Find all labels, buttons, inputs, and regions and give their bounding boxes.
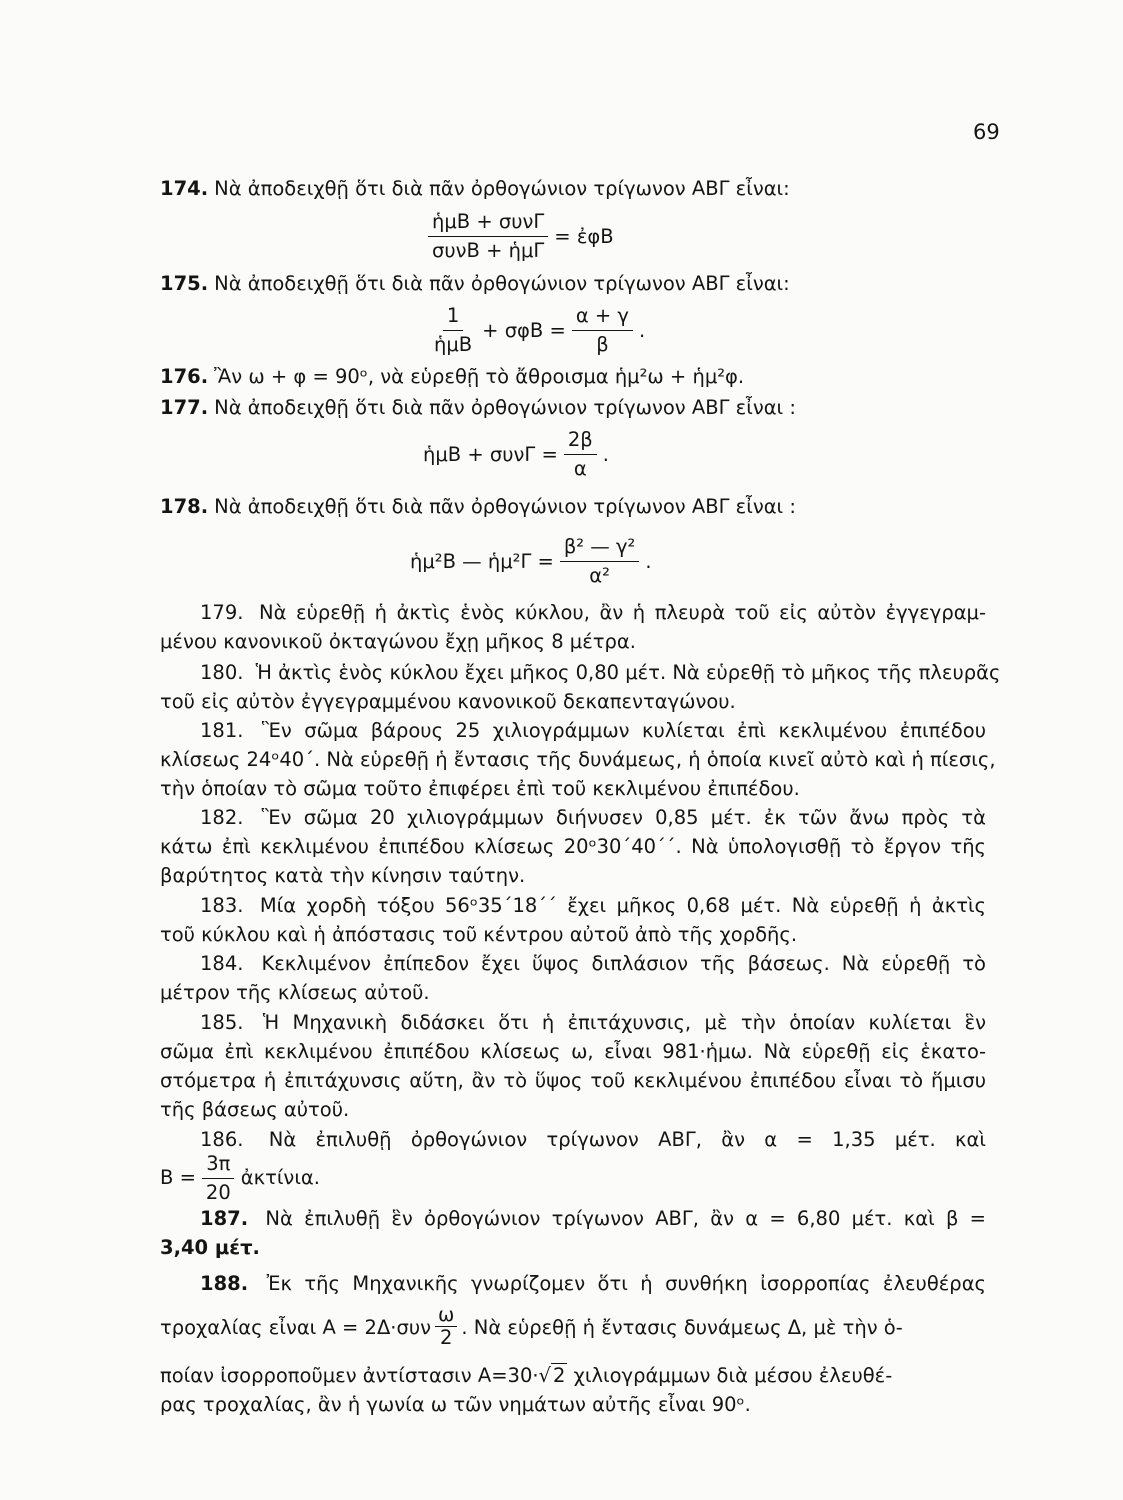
- problem-182-line-2: κάτω ἐπὶ κεκλιμένου ἐπιπέδου κλίσεως 20ᵒ30΄40΄΄. Νὰ ὑπολογισθῇ τὸ ἔργον τῆς: [160, 835, 986, 858]
- problem-188-line-2: [160, 1302, 986, 1354]
- fraction: [435, 1302, 457, 1349]
- equation-178: [410, 535, 652, 588]
- problem-187-line-2: 3,40 μέτ.: [160, 1236, 260, 1259]
- equation-lhs: Β =: [160, 1166, 196, 1189]
- problem-177: [160, 395, 986, 421]
- problem-185-line-3: στόμετρα ἡ ἐπιτάχυνσις αὕτη, ἂν τὸ ὕψος τοῦ κεκλιμένου ἐπιπέδου εἶναι τὸ ἥμισυ: [160, 1069, 986, 1092]
- numerator: β² — γ²: [560, 535, 640, 562]
- problem-185-line-4: τῆς βάσεως αὐτοῦ.: [160, 1098, 350, 1121]
- fraction-2: [572, 304, 633, 357]
- denominator: ἡμΒ: [434, 333, 473, 356]
- problem-text: Νὰ εὑρεθῇ ἡ ἀκτὶς ἑνὸς κύκλου, ἂν ἡ πλευρὰ τοῦ εἰς αὐτὸν ἐγγεγραμ-: [259, 601, 986, 624]
- problem-187-line-1: [160, 1206, 986, 1232]
- equation-end: .: [645, 550, 652, 573]
- problem-number: 183.: [200, 894, 244, 917]
- problem-text: Νὰ ἀποδειχθῇ ὅτι διὰ πᾶν ὀρθογώνιον τρίγωνον ΑΒΓ εἶναι :: [214, 495, 796, 518]
- fraction-1: [430, 304, 476, 357]
- numerator: ω: [435, 1305, 457, 1327]
- problem-182-line-3: βαρύτητος κατὰ τὴν κίνησιν ταύτην.: [160, 864, 526, 887]
- problem-180-line-2: τοῦ εἰς αὐτὸν ἐγγεγραμμένου κανονικοῦ δεκαπενταγώνου.: [160, 690, 736, 713]
- problem-183-line-1: [160, 893, 986, 919]
- problem-174: [160, 176, 986, 202]
- problem-180-line-1: [160, 660, 1001, 686]
- equation-middle: + σφΒ =: [482, 319, 566, 342]
- equation-lhs: ἡμ²Β — ἡμ²Γ =: [410, 550, 554, 573]
- problem-185-line-2: σῶμα ἐπὶ κεκλιμένου ἐπιπέδου κλίσεως ω, εἶναι 981·ἡμω. Νὰ εὑρεθῇ εἰς ἑκατο-: [160, 1040, 986, 1063]
- fraction: [202, 1152, 235, 1205]
- problem-184-line-2: μέτρον τῆς κλίσεως αὐτοῦ.: [160, 981, 430, 1004]
- equation-rhs: = ἐφΒ: [554, 225, 614, 248]
- problem-text: Ἐκ τῆς Μηχανικῆς γνωρίζομεν ὅτι ἡ συνθήκη ἰσορροπίας ἐλευθέρας: [266, 1272, 986, 1295]
- fraction: [428, 210, 548, 263]
- problem-text: Ἂν ω + φ = 90ᵒ, νὰ εὑρεθῇ τὸ ἄθροισμα ἡμ²ω + ἡμ²φ.: [214, 365, 745, 388]
- problem-text: Νὰ ἐπιλυθῇ ὀρθογώνιον τρίγωνον ΑΒΓ, ἂν α = 1,35 μέτ. καὶ: [268, 1128, 986, 1151]
- denominator: συνΒ + ἡμΓ: [432, 239, 545, 262]
- problem-number: 176.: [160, 365, 209, 388]
- problem-188-line-1: [160, 1271, 986, 1297]
- problem-186-line-2: [160, 1150, 986, 1206]
- equation-lhs: ἡμΒ + συνΓ =: [423, 443, 558, 466]
- fraction: [560, 535, 640, 588]
- problem-number: 188.: [200, 1272, 249, 1295]
- problem-number: 178.: [160, 495, 209, 518]
- problem-text: ποίαν ἰσορροποῦμεν ἀντίστασιν Α=30·√: [160, 1364, 551, 1387]
- problem-text: Νὰ ἐπιλυθῇ ἓν ὀρθογώνιον τρίγωνον ΑΒΓ, ἂν α = 6,80 μέτ. καὶ β =: [265, 1207, 986, 1230]
- equation-174: [422, 210, 614, 263]
- equation-end: .: [638, 319, 646, 342]
- problem-188-line-4: ρας τροχαλίας, ἂν ἡ γωνία ω τῶν νημάτων αὐτῆς εἶναι 90ᵒ.: [160, 1393, 751, 1416]
- problem-text: Νὰ ἀποδειχθῇ ὅτι διὰ πᾶν ὀρθογώνιον τρίγωνον ΑΒΓ εἶναι :: [214, 396, 796, 419]
- problem-176: [160, 364, 986, 390]
- page-number: 69: [973, 120, 1000, 144]
- numerator: 2β: [564, 428, 597, 455]
- problem-text: Νὰ ἀποδειχθῇ ὅτι διὰ πᾶν ὀρθογώνιον τρίγωνον ΑΒΓ εἶναι:: [214, 272, 790, 295]
- problem-number: 174.: [160, 177, 209, 200]
- problem-text: Μία χορδὴ τόξου 56ᵒ35΄18΄΄ ἔχει μῆκος 0,68 μέτ. Νὰ εὑρεθῇ ἡ ἀκτὶς: [259, 894, 986, 917]
- problem-184-line-1: [160, 951, 986, 977]
- problem-181-line-1: [160, 718, 986, 744]
- problem-179-line-2: μένου κανονικοῦ ὀκταγώνου ἔχῃ μῆκος 8 μέτρα.: [160, 630, 636, 653]
- problem-181-line-3: τὴν ὁποίαν τὸ σῶμα τοῦτο ἐπιφέρει ἐπὶ τοῦ κεκλιμένου ἐπιπέδου.: [160, 777, 800, 800]
- problem-number: 187.: [200, 1207, 249, 1230]
- problem-text: Κεκλιμένον ἐπίπεδον ἔχει ὕψος διπλάσιον τῆς βάσεως. Νὰ εὑρεθῇ τὸ: [261, 952, 986, 975]
- problem-175: [160, 271, 986, 297]
- problem-number: 182.: [200, 806, 244, 829]
- equation-end: .: [602, 443, 609, 466]
- equation-177: [423, 428, 609, 481]
- numerator: α + γ: [572, 304, 633, 331]
- denominator: α: [573, 457, 587, 480]
- problem-text: Ἓν σῶμα 20 χιλιογράμμων διήνυσεν 0,85 μέτ. ἐκ τῶν ἄνω πρὸς τὰ: [261, 806, 986, 829]
- equation-175: [424, 304, 645, 357]
- problem-178: [160, 494, 986, 520]
- problem-text: Ἡ Μηχανικὴ διδάσκει ὅτι ἡ ἐπιτάχυνσις, μὲ τὴν ὁποίαν κυλίεται ἓν: [262, 1011, 986, 1034]
- problem-183-line-2: τοῦ κύκλου καὶ ἡ ἀπόστασις τοῦ κέντρου αὐτοῦ ἀπὸ τῆς χορδῆς.: [160, 923, 798, 946]
- problem-text: . Νὰ εὑρεθῇ ἡ ἔντασις δυνάμεως Δ, μὲ τὴν ὁ-: [461, 1316, 903, 1339]
- problem-text: Ἓν σῶμα βάρους 25 χιλιογράμμων κυλίεται ἐπὶ κεκλιμένου ἐπιπέδου: [261, 719, 986, 742]
- problem-number: 179.: [200, 601, 244, 624]
- problem-number: 184.: [200, 952, 244, 975]
- problem-text: Ἡ ἀκτὶς ἑνὸς κύκλου ἔχει μῆκος 0,80 μέτ. Νὰ εὑρεθῇ τὸ μῆκος τῆς πλευρᾶς: [255, 661, 1001, 684]
- problem-185-line-1: [160, 1010, 986, 1036]
- problem-number: 177.: [160, 396, 209, 419]
- numerator: 1: [443, 304, 463, 331]
- denominator: α²: [589, 564, 610, 587]
- problem-text: χιλιογράμμων διὰ μέσου ἐλευθέ-: [567, 1364, 893, 1387]
- problem-number: 181.: [200, 719, 244, 742]
- problem-number: 185.: [200, 1011, 244, 1034]
- problem-181-line-2: κλίσεως 24ᵒ40΄. Νὰ εὑρεθῇ ἡ ἔντασις τῆς δυνάμεως, ἡ ὁποία κινεῖ αὐτὸ καὶ ἡ πίεσις,: [160, 748, 996, 771]
- problem-number: 175.: [160, 272, 209, 295]
- fraction: [564, 428, 597, 481]
- radicand: 2: [552, 1364, 566, 1387]
- numerator: ἡμΒ + συνΓ: [428, 210, 548, 237]
- problem-text: Νὰ ἀποδειχθῇ ὅτι διὰ πᾶν ὀρθογώνιον τρίγωνον ΑΒΓ εἶναι:: [214, 177, 790, 200]
- problem-number: 180.: [200, 661, 244, 684]
- problem-text: τροχαλίας εἶναι Α = 2Δ·συν: [160, 1316, 432, 1339]
- problem-text: ἀκτίνια.: [240, 1166, 320, 1189]
- denominator: β: [596, 333, 609, 356]
- problem-188-line-3: [160, 1363, 986, 1389]
- problem-179-line-1: [160, 600, 986, 626]
- denominator: 20: [205, 1180, 231, 1204]
- problem-number: 186.: [200, 1128, 244, 1151]
- numerator: 3π: [202, 1152, 234, 1179]
- problem-182-line-1: [160, 805, 986, 831]
- denominator: 2: [440, 1325, 453, 1349]
